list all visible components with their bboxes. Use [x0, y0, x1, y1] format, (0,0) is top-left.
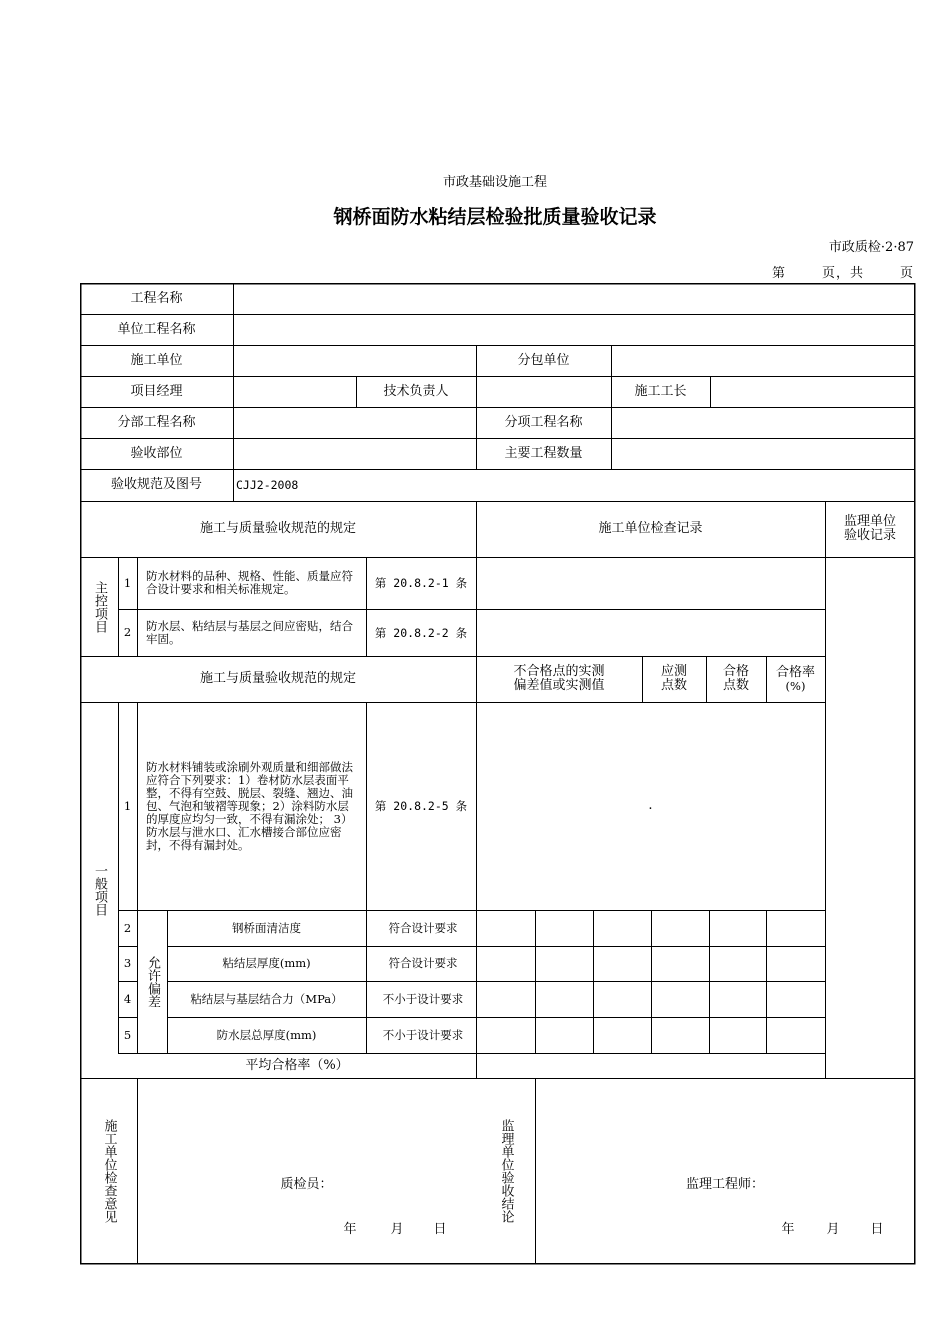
header-pass-rate [766, 656, 825, 702]
general-item-no: 1 [123, 798, 132, 813]
construction-opinion-label: 施工单位检查意见 [101, 1119, 117, 1223]
header-supervisor-record [825, 501, 915, 557]
tolerance-item-no: 5 [123, 1027, 132, 1042]
label-acceptance-part: 验收部位 [130, 445, 183, 461]
label-project-manager: 项目经理 [130, 383, 183, 399]
tolerance-item-req: 符合设计要求 [388, 956, 458, 970]
header-supervisor-line2: 验收记录 [843, 528, 896, 543]
opinion-day: 日 [433, 1222, 447, 1237]
label-division-name: 分部工程名称 [117, 414, 196, 430]
spec-value: CJJ2-2008 [236, 478, 299, 492]
header-pass-points [706, 656, 766, 702]
tolerance-item-req: 不小于设计要求 [382, 1027, 464, 1042]
header-spec-rules: 施工与质量验收规范的规定 [199, 521, 356, 536]
label-spec-and-drawing: 验收规范及图号 [110, 477, 202, 492]
tolerance-item-name: 粘结层与基层结合力（MPa） [190, 991, 343, 1006]
header-points [642, 656, 706, 702]
page-no-label-3: 页 [899, 266, 914, 281]
label-tech-lead: 技术负责人 [383, 383, 449, 399]
conclusion-year: 年 [781, 1222, 795, 1237]
header-spec-rules-2: 施工与质量验收规范的规定 [199, 671, 356, 686]
form-title: 钢桥面防水粘结层检验批质量验收记录 [333, 206, 657, 228]
header-points-line1: 应测 [660, 664, 687, 679]
general-item-clause: 第 20.8.2-5 条 [374, 799, 468, 813]
header-measured-line2: 偏差值或实测值 [513, 678, 605, 693]
general-item-desc: 防水材料铺装或涂刷外观质量和细部做法应符合下列要求：1）卷材防水层表面平整，不得有空鼓、脱层、裂缝、翘边、油包、气泡和皱褶等现象；2）涂料防水层的厚度应均匀一致，不得有漏涂处； 3）防水层与泄水口、汇水槽接合部位应密封，不得有漏封处。 [146, 759, 353, 852]
general-item-record: . [648, 798, 653, 813]
main-items-label: 主控项目 [92, 580, 107, 633]
header-pass-line2: 点数 [722, 678, 749, 693]
label-foreman: 施工工长 [634, 383, 687, 399]
page-no-label-1: 第 [771, 266, 786, 281]
opinion-year: 年 [343, 1222, 357, 1237]
tolerance-item-name: 粘结层厚度(mm) [222, 956, 311, 970]
page-no-label-2: 页，共 [821, 266, 864, 281]
average-pass-rate-label: 平均合格率（%） [245, 1057, 349, 1073]
header-pass-line1: 合格 [722, 664, 749, 679]
label-construction-unit: 施工单位 [130, 352, 183, 368]
form-number: 市政质检·2·87 [828, 240, 914, 255]
tolerance-label: 允许偏差 [145, 955, 160, 1008]
main-item-desc: 防水层、粘结层与基层之间应密贴，结合牢固。 [146, 618, 353, 646]
tolerance-item-name: 防水层总厚度(mm) [216, 1027, 317, 1042]
main-item-clause: 第 20.8.2-2 条 [374, 625, 468, 640]
conclusion-month: 月 [826, 1222, 840, 1237]
tolerance-item-req: 不小于设计要求 [382, 991, 464, 1006]
header-supervisor-line1: 监理单位 [843, 514, 896, 529]
inspector-signature-label: 质检员： [280, 1177, 333, 1192]
label-subdivision-name: 分项工程名称 [504, 414, 583, 430]
supervisor-engineer-signature-label: 监理工程师： [685, 1177, 764, 1192]
opinion-month: 月 [390, 1222, 404, 1237]
supervisor-conclusion-label: 监理单位验收结论 [498, 1119, 514, 1223]
tolerance-item-req: 符合设计要求 [388, 920, 458, 935]
main-item-clause: 第 20.8.2-1 条 [374, 576, 468, 590]
tolerance-item-no: 3 [123, 956, 132, 970]
main-item-no: 2 [123, 625, 132, 639]
header-rate-line2: (%) [785, 678, 806, 693]
tolerance-item-no: 2 [123, 920, 132, 935]
tolerance-item-no: 4 [123, 991, 132, 1006]
header-measured-line1: 不合格点的实测 [513, 664, 605, 679]
header-rate-line1: 合格率 [775, 664, 815, 680]
label-subcontract-unit: 分包单位 [517, 352, 570, 368]
form-subtitle: 市政基础设施工程 [442, 175, 547, 190]
general-items-label: 一般项目 [92, 864, 107, 916]
main-item-no: 1 [123, 575, 132, 590]
header-points-line2: 点数 [660, 678, 687, 693]
label-unit-project-name: 单位工程名称 [117, 321, 196, 337]
header-measured [476, 656, 642, 702]
label-project-name: 工程名称 [130, 290, 183, 306]
tolerance-item-name: 钢桥面清洁度 [232, 920, 301, 935]
header-check-record: 施工单位检查记录 [598, 521, 703, 536]
main-item-desc: 防水材料的品种、规格、性能、质量应符合设计要求和相关标准规定。 [146, 569, 353, 596]
conclusion-day: 日 [870, 1222, 884, 1237]
label-main-quantity: 主要工程数量 [504, 445, 583, 461]
